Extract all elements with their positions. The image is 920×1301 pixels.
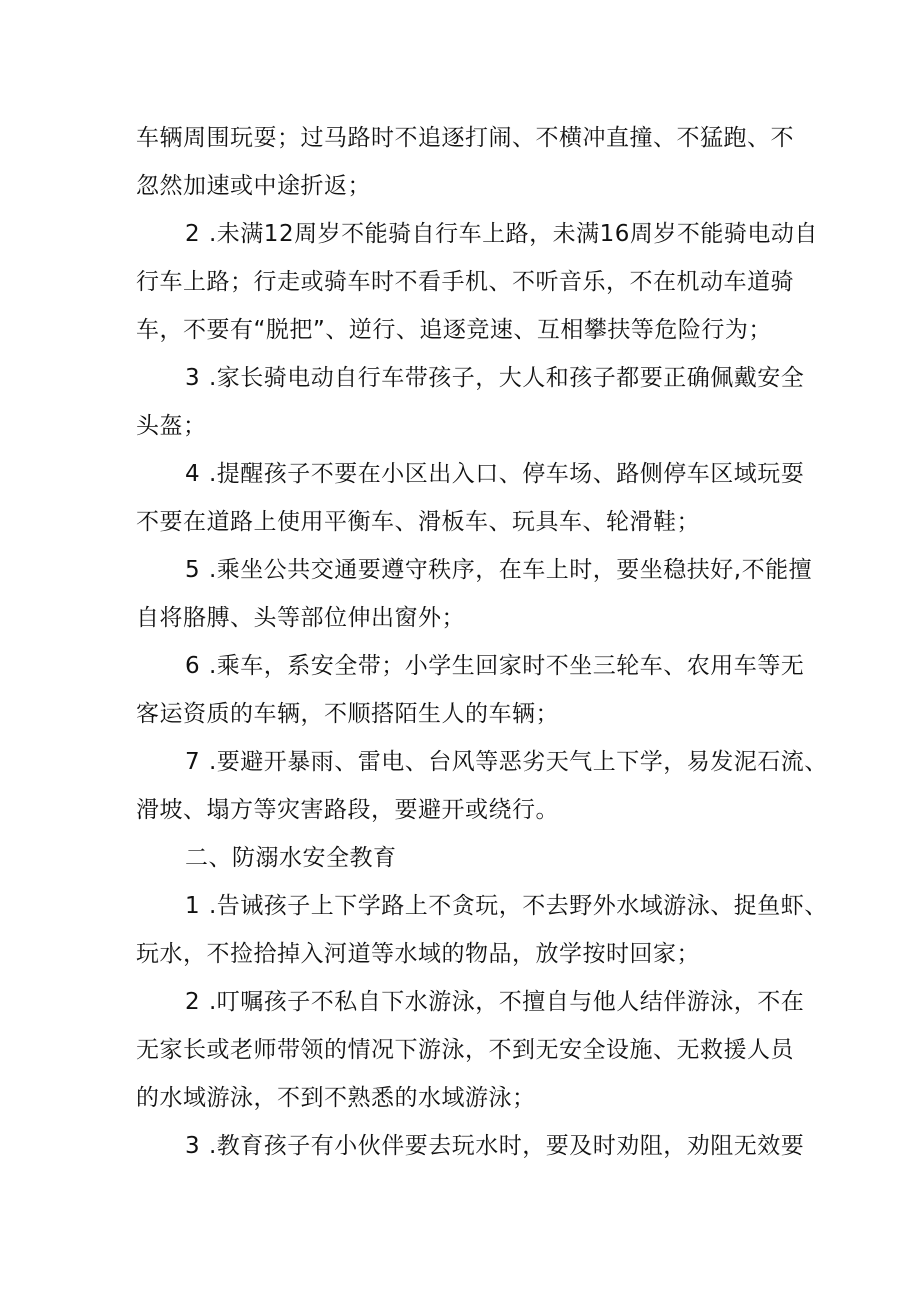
list-number: 1 <box>185 893 201 919</box>
list-item-4 <box>136 450 805 498</box>
text-line: 客运资质的车辆，不顺搭陌生人的车辆； <box>136 701 559 727</box>
list-number: 5 <box>185 557 201 583</box>
text-line: .提醒孩子不要在小区出入口、停车场、路侧停车区域玩耍 <box>209 461 805 487</box>
list-item-2 <box>136 978 805 1026</box>
text-line: .教育孩子有小伙伴要去玩水时，要及时劝阻，劝阻无效要 <box>209 1133 805 1159</box>
text-line: 自将胳膊、头等部位伸出窗外； <box>136 605 465 631</box>
text-line: .乘坐公共交通要遵守秩序，在车上时，要坐稳扶好,不能擅 <box>209 557 813 583</box>
list-number: 4 <box>185 461 201 487</box>
section-heading: 二、防溺水安全教育 <box>185 845 397 871</box>
list-number: 7 <box>185 749 201 775</box>
text-line: .家长骑电动自行车带孩子，大人和孩子都要正确佩戴安全 <box>209 365 805 391</box>
text-line: 车辆周围玩耍；过马路时不追逐打闹、不横冲直撞、不猛跑、不 <box>136 125 794 151</box>
list-item-1 <box>136 882 828 930</box>
list-item-6 <box>136 642 805 690</box>
text-line: 不要在道路上使用平衡车、滑板车、玩具车、轮滑鞋； <box>136 509 700 535</box>
list-number: 3 <box>185 365 201 391</box>
text-line: 的水域游泳，不到不熟悉的水域游泳； <box>136 1085 536 1111</box>
text-line: .要避开暴雨、雷电、台风等恶劣天气上下学，易发泥石流、 <box>209 749 828 775</box>
text-line: 头盔； <box>136 413 207 439</box>
text-line: .乘车，系安全带；小学生回家时不坐三轮车、农用车等无 <box>209 653 805 679</box>
text-line: 滑坡、塌方等灾害路段，要避开或绕行。 <box>136 797 559 823</box>
list-item-7 <box>136 738 828 786</box>
text-line: 玩水，不捡拾掉入河道等水域的物品，放学按时回家； <box>136 941 700 967</box>
list-item-2 <box>136 210 818 258</box>
text-line: .叮嘱孩子不私自下水游泳，不擅自与他人结伴游泳，不在 <box>209 989 805 1015</box>
text-line: 忽然加速或中途折返； <box>136 173 371 199</box>
list-item-3 <box>136 1122 805 1170</box>
list-item-5 <box>136 546 813 594</box>
list-number: 2 <box>185 221 201 247</box>
list-number: 2 <box>185 989 201 1015</box>
text-line: .告诫孩子上下学路上不贪玩，不去野外水域游泳、捉鱼虾、 <box>209 893 828 919</box>
list-number: 6 <box>185 653 201 679</box>
text-line: 行车上路；行走或骑车时不看手机、不听音乐，不在机动车道骑 <box>136 269 794 295</box>
list-number: 3 <box>185 1133 201 1159</box>
text-line: 车，不要有“脱把”、逆行、追逐竞速、互相攀扶等危险行为； <box>136 317 772 343</box>
text-line: .未满12周岁不能骑自行车上路，未满16周岁不能骑电动自 <box>209 221 818 247</box>
text-line: 无家长或老师带领的情况下游泳，不到无安全设施、无救援人员 <box>136 1037 794 1063</box>
document-body <box>136 114 828 1170</box>
list-item-3 <box>136 354 805 402</box>
